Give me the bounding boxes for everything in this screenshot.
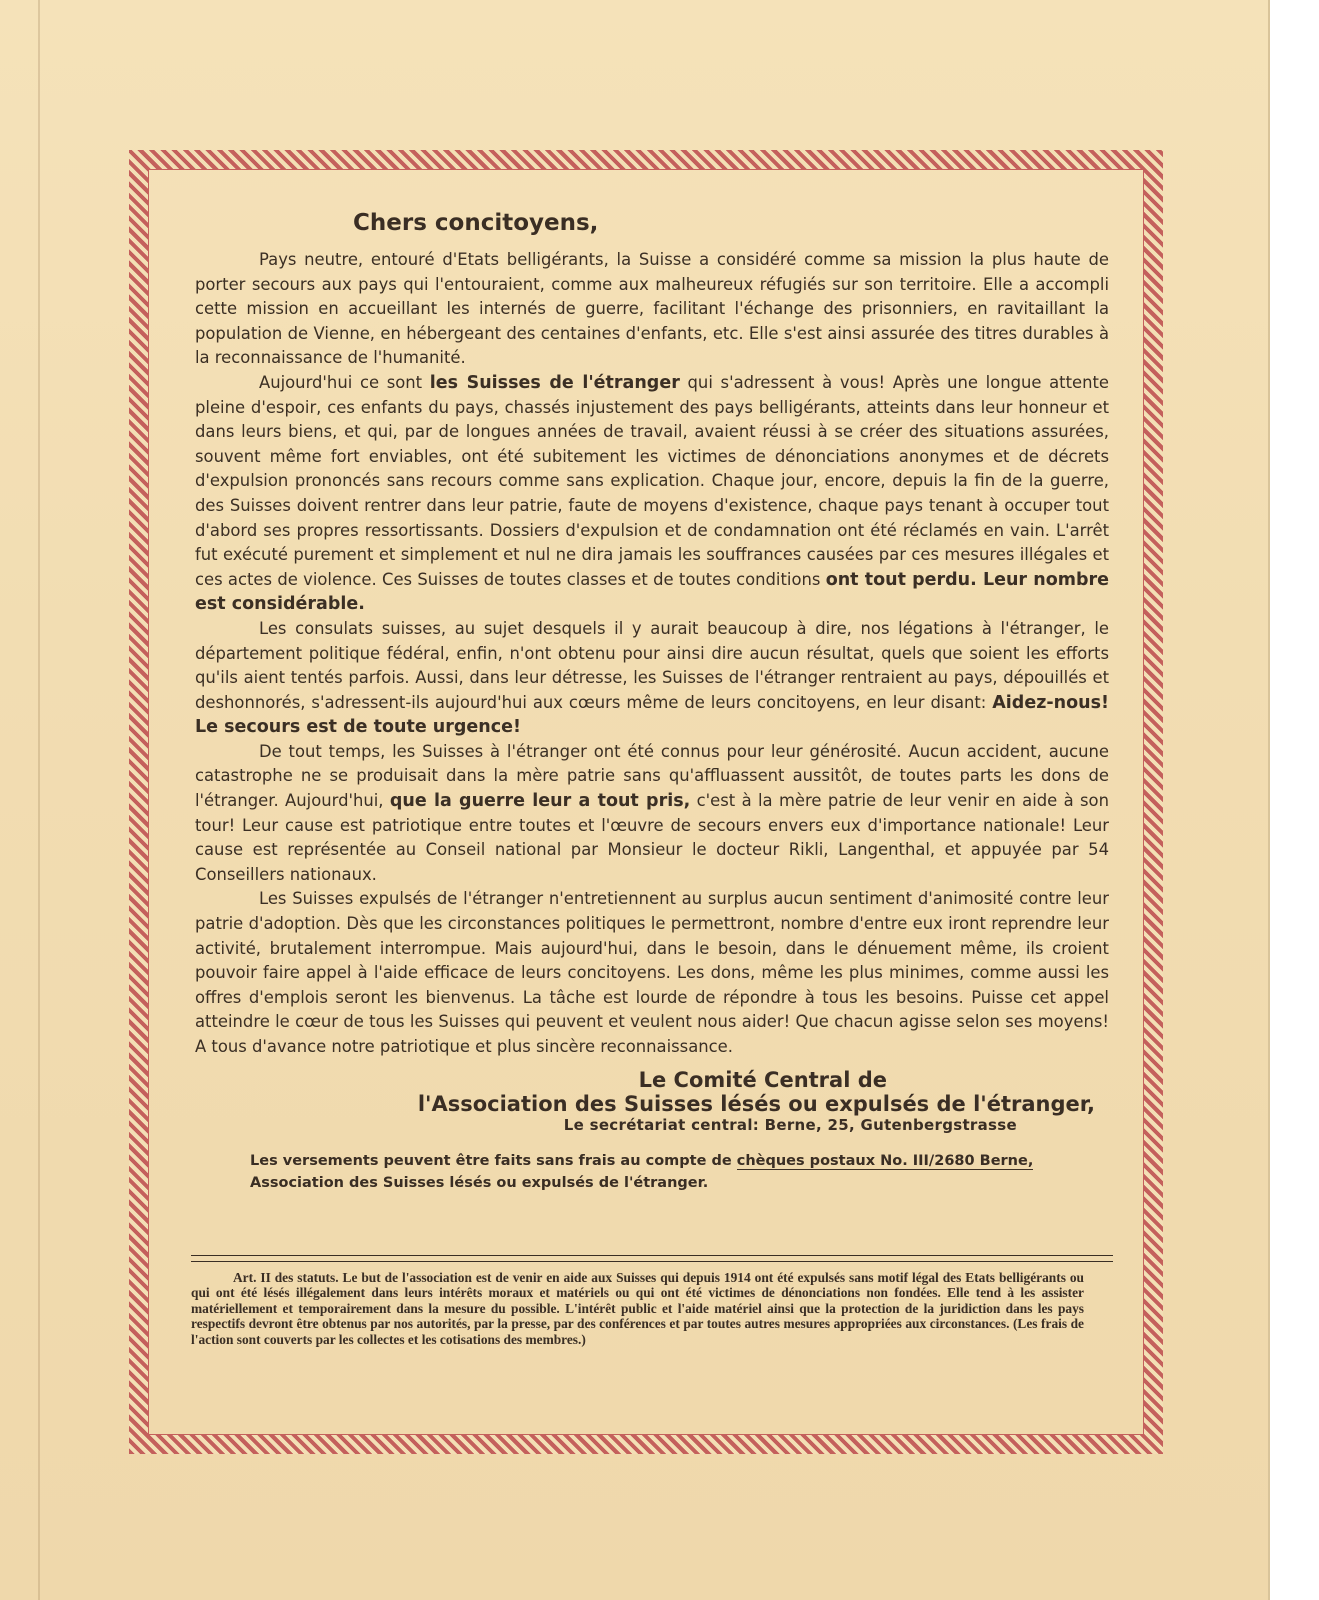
letter-greeting: Chers concitoyens,: [353, 210, 599, 236]
emphasis-text: Aidez-nous! Le secours est de toute urgence!: [195, 692, 1109, 738]
emphasis-text: que la guerre leur a tout pris,: [389, 791, 691, 812]
letter-paragraph: [195, 617, 1109, 740]
letter-paragraph: [195, 371, 1109, 617]
paragraph-text: c'est à la mère patrie de leur venir en aide à son tour! Leur cause est patriotique entre toutes et l'œuvre de secours envers eux d'importance nationale! Leur cause est représentée au Conseil national par Monsieur le docteur Rikli, Langenthal, et appuyée par 54 Conseillers nationaux.: [195, 791, 1109, 884]
paragraph-text: De tout temps, les Suisses à l'étranger ont été connus pour leur générosité. Aucun accident, aucune catastrophe ne se produisait dans la mère patrie sans qu'affluassent aussitôt, de toutes parts les dons de l'étranger. Aujourd'hui,: [195, 741, 1109, 811]
statutes-footnote: Art. II des statuts. Le but de l'association est de venir en aide aux Suisses qui depuis 1914 ont été expulsés sans motif légal des Etats belligérants ou qui ont été lésés illégalement dans leurs intérêts moraux et matériels ou qui ont été victimes de dénonciations non fondées. Elle tend à les assister matériellement et temporairement dans la mesure du possible. L'intérêt public et l'aide matériel ainsi que la protection de la juridiction dans les pays respectifs devront être obtenus par nos autorités, par la presse, par des conférences et par toutes autres mesures appropriées aux circonstances. (Les frais de l'action sont couverts par les collectes et les cotisations des membres.): [191, 1270, 1084, 1347]
paragraph-text: Pays neutre, entouré d'Etats belligérants, la Suisse a considéré comme sa mission la plus haute de porter secours aux pays qui l'entouraient, comme aux malheureux réfugiés sur son territoire. Elle a accompli cette mission en accueillant les internés de guerre, facilitant l'échange des prisonniers, en ravitaillant la population de Vienne, en hébergeant des centaines d'enfants, etc. Elle s'est ainsi assurée des titres durables à la reconnaissance de l'humanité.: [195, 250, 1109, 368]
signature-address: Le secrétariat central: Berne, 25, Gutenbergstrasse: [563, 1115, 1017, 1134]
payment-text-1: Les versements peuvent être faits sans frais au compte de: [250, 1152, 737, 1169]
signature-line-2: l'Association des Suisses lésés ou expulsés de l'étranger,: [417, 1091, 1095, 1116]
signature-line-1: Le Comité Central de: [638, 1067, 887, 1092]
paragraph-text: Les Suisses expulsés de l'étranger n'entretiennent au surplus aucun sentiment d'animosité contre leur patrie d'adoption. Dès que les circonstances politiques le permettront, nombre d'entre eux iront reprendre leur activité, brutalement interrompue. Mais aujourd'hui, dans le besoin, dans le dénuement même, ils croient pouvoir faire appel à l'aide efficace de leurs concitoyens. Les dons, même les plus minimes, comme aussi les offres d'emplois seront les bienvenus. La tâche est lourde de répondre à tous les besoins. Puisse cet appel atteindre le cœur de tous les Suisses qui peuvent et veulent nous aider! Que chacun agisse selon ses moyens! A tous d'avance notre patriotique et plus sincère reconnaissance.: [195, 889, 1109, 1056]
emphasis-text: les Suisses de l'étranger: [429, 372, 680, 393]
paper-fold: [38, 0, 40, 1600]
paragraph-text: qui s'adressent à vous! Après une longue attente pleine d'espoir, ces enfants du pays, chassés injustement des pays belligérants, atteints dans leur honneur et dans leurs biens, et qui, par de longues années de travail, avaient réussi à se créer des situations assurées, souvent même fort enviables, ont été subitement les victimes de dénonciations anonymes et de décrets d'expulsion prononcés sans recours comme sans explication. Chaque jour, encore, depuis la fin de la guerre, des Suisses doivent rentrer dans leur patrie, faute de moyens d'existence, chaque pays tenant à occuper tout d'abord ses propres ressortissants. Dossiers d'expulsion et de condamnation ont été réclamés en vain. L'arrêt fut exécuté purement et simplement et nul ne dira jamais les souffrances causées par ces mesures illégales et ces actes de violence. Ces Suisses de toutes classes et de toutes conditions: [195, 372, 1110, 589]
payment-text-2: Association des Suisses lésés ou expulsés de l'étranger.: [250, 1174, 709, 1191]
paragraph-text: Les consulats suisses, au sujet desquels il y aurait beaucoup à dire, nos légations à l'étranger, le département politique fédéral, enfin, n'ont obtenu pour ainsi dire aucun résultat, quels que soient les efforts qu'ils aient tentés parfois. Aussi, dans leur détresse, les Suisses de l'étranger rentraient au pays, dépouillés et deshonnorés, s'adressent-ils aujourd'hui aux cœurs même de leurs concitoyens, en leur disant:: [195, 618, 1109, 712]
double-rule: [191, 1255, 1113, 1262]
payment-account: chèques postaux No. III/2680 Berne,: [736, 1152, 1034, 1169]
letter-paragraph: [195, 887, 1109, 1059]
signature-block: [195, 1068, 1109, 1134]
letter-body: [195, 210, 1109, 1194]
paragraph-text: Aujourd'hui ce sont: [259, 372, 430, 392]
payment-note: [250, 1150, 1115, 1194]
letter-paragraph: [195, 248, 1109, 371]
letter-paragraphs: [195, 248, 1109, 1060]
emphasis-text: ont tout perdu. Leur nombre est considérable.: [195, 569, 1109, 615]
letter-paragraph: [195, 740, 1109, 888]
